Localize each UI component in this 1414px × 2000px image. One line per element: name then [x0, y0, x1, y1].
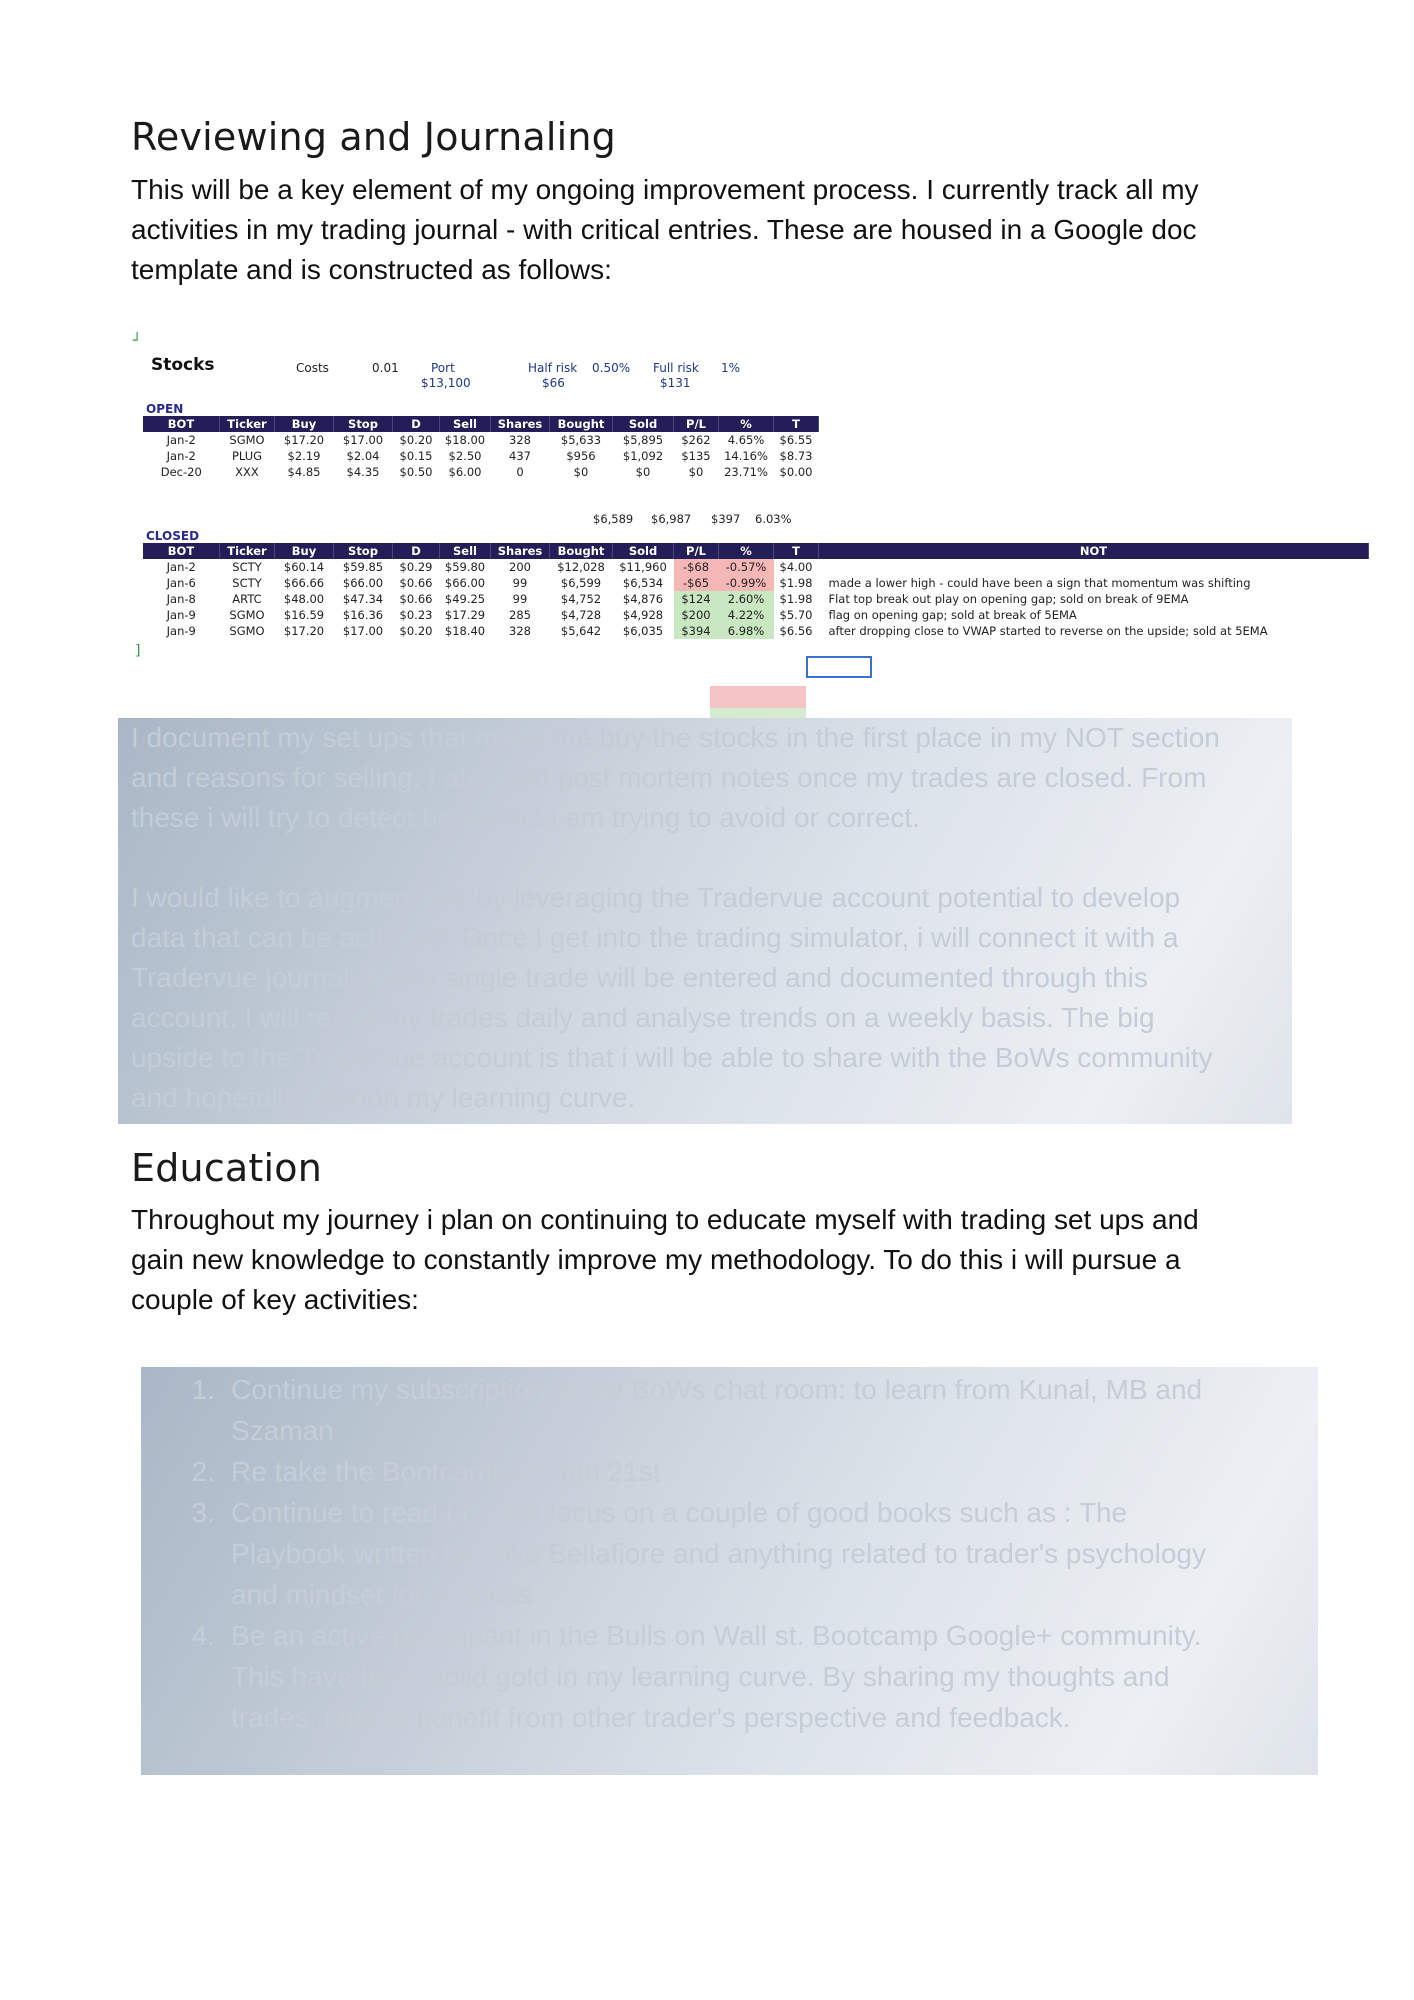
- cell: 328: [509, 624, 531, 638]
- cell: $0: [688, 465, 704, 479]
- col-sold: Sold: [613, 416, 674, 432]
- note-cell: Flat top break out play on opening gap; sold on break of 9EMA: [828, 592, 1189, 606]
- cell: $0.20: [399, 433, 433, 447]
- cell: Jan-2: [166, 560, 196, 574]
- green-bracket-icon: ]: [134, 643, 143, 659]
- text-line: gain new knowledge to constantly improve my methodology. To do this i will pursue a: [131, 1244, 1181, 1275]
- text-line: data that can be actioned. Once i get into the trading simulator, i will connect it with a: [131, 922, 1179, 953]
- list-number: 2.: [191, 1456, 215, 1487]
- list-item: [181, 1615, 1291, 1738]
- cell: $4,728: [560, 608, 602, 622]
- cell: SCTY: [232, 576, 262, 590]
- cell: 4.65%: [727, 433, 765, 447]
- cell: $0: [573, 465, 589, 479]
- text-line: Tradervue journal. Every single trade will be entered and documented through this: [131, 962, 1148, 993]
- port-value: $13,100: [421, 376, 471, 390]
- cell: 285: [509, 608, 531, 622]
- cell: $16.59: [283, 608, 325, 622]
- table-row: [143, 464, 819, 480]
- cell: $0.66: [399, 576, 433, 590]
- port-label: Port: [431, 361, 455, 375]
- text-line: activities in my trading journal - with critical entries. These are housed in a Google doc: [131, 214, 1197, 245]
- cell: 0: [516, 465, 524, 479]
- text-line: I would like to augment this by leveraging the Tradervue account potential to develop: [131, 882, 1181, 913]
- open-section-label: OPEN: [146, 402, 184, 416]
- faded-notes-block: [118, 718, 1292, 1124]
- cell: -$65: [674, 575, 719, 591]
- table-row: [143, 432, 819, 448]
- cell: $6,035: [622, 624, 664, 638]
- text-line: This have been solid gold in my learning curve. By sharing my thoughts and: [231, 1661, 1170, 1692]
- journaling-intro: [131, 170, 1291, 290]
- col-pct: %: [719, 543, 774, 559]
- cell: $2.04: [346, 449, 380, 463]
- col-bought: Bought: [550, 543, 613, 559]
- open-total-sold: $6,987: [651, 512, 692, 526]
- list-item: [181, 1492, 1291, 1615]
- text-line: template and is constructed as follows:: [131, 254, 612, 285]
- cell: $17.20: [283, 624, 325, 638]
- text-line: Be an active participant in the Bulls on Wall st. Bootcamp Google+ community.: [231, 1620, 1202, 1651]
- cell: $18.00: [444, 433, 486, 447]
- cell: SGMO: [229, 624, 265, 638]
- table-row: [143, 559, 1369, 575]
- cell: $5,895: [622, 433, 664, 447]
- col-stop: Stop: [334, 416, 393, 432]
- cell: Jan-2: [166, 433, 196, 447]
- text-line: Re take the Bootcamp on Jan 21st: [231, 1456, 661, 1487]
- text-line: Throughout my journey i plan on continuing to educate myself with trading set ups and: [131, 1204, 1199, 1235]
- note-cell: made a lower high - could have been a sign that momentum was shifting: [828, 576, 1251, 590]
- text-line: these i will try to detect behaviors i am trying to avoid or correct.: [131, 802, 920, 833]
- cell: $4,928: [622, 608, 664, 622]
- cell: 99: [512, 592, 528, 606]
- cell: $66.00: [342, 576, 384, 590]
- col-d: D: [393, 543, 440, 559]
- col-sell: Sell: [440, 416, 491, 432]
- cell: $5.70: [779, 608, 813, 622]
- text-line: trades, i get to benefit from other trader's perspective and feedback.: [231, 1702, 1071, 1733]
- cell: $0.23: [399, 608, 433, 622]
- col-t: T: [774, 543, 819, 559]
- cell: $4,752: [560, 592, 602, 606]
- faded-activities-block: [141, 1367, 1318, 1775]
- cell: $66.66: [283, 576, 325, 590]
- col-sold: Sold: [613, 543, 674, 559]
- cell: $17.20: [283, 433, 325, 447]
- cell: $17.00: [342, 433, 384, 447]
- text-line: and hopefully shorten my learning curve.: [131, 1082, 636, 1113]
- list-number: 4.: [191, 1620, 215, 1651]
- costs-value: 0.01: [372, 361, 399, 375]
- cell: $59.85: [342, 560, 384, 574]
- col-t: T: [774, 416, 819, 432]
- cell: 2.60%: [719, 591, 774, 607]
- full-risk-label: Full risk: [653, 361, 699, 375]
- full-risk-pct: 1%: [721, 361, 741, 375]
- open-total-pl: $397: [711, 512, 741, 526]
- cell: 14.16%: [724, 449, 768, 463]
- faded-paragraph-2: [131, 878, 1291, 1118]
- col-bought: Bought: [550, 416, 613, 432]
- list-item: [181, 1451, 1291, 1492]
- cell: $6.55: [779, 433, 813, 447]
- highlighted-cell: [710, 686, 806, 708]
- table-row: [143, 591, 1369, 607]
- cell: $16.36: [342, 608, 384, 622]
- open-trades-table: [143, 416, 819, 480]
- cell: 328: [509, 433, 531, 447]
- cell: SGMO: [229, 608, 265, 622]
- cell: 437: [509, 449, 531, 463]
- journaling-heading: Reviewing and Journaling: [131, 115, 616, 159]
- cell: $5,633: [560, 433, 602, 447]
- cell: $18.40: [444, 624, 486, 638]
- text-line: Szaman: [231, 1415, 334, 1446]
- col-d: D: [393, 416, 440, 432]
- open-total-pct: 6.03%: [755, 512, 792, 526]
- table-row: [143, 623, 1369, 639]
- faded-paragraph-1: [131, 718, 1291, 838]
- text-line: Continue my subscription to the BoWs chat room: to learn from Kunal, MB and: [231, 1374, 1203, 1405]
- closed-trades-table: [143, 543, 1369, 639]
- half-risk-label: Half risk: [528, 361, 578, 375]
- table-row: [143, 448, 819, 464]
- cell: PLUG: [231, 449, 263, 463]
- full-risk-value: $131: [660, 376, 691, 390]
- closed-section-label: CLOSED: [146, 529, 200, 543]
- cell: $49.25: [444, 592, 486, 606]
- col-bot: BOT: [143, 543, 220, 559]
- cell: $0.20: [399, 624, 433, 638]
- cell: $0.66: [399, 592, 433, 606]
- cell: $6,599: [560, 576, 602, 590]
- col-shares: Shares: [491, 543, 550, 559]
- cell: Jan-9: [166, 624, 196, 638]
- cell: $5,642: [560, 624, 602, 638]
- text-line: and reasons for selling. I also add post mortem notes once my trades are closed. From: [131, 762, 1207, 793]
- cell: $8.73: [779, 449, 813, 463]
- cell: $200: [674, 607, 719, 623]
- cell: -0.57%: [719, 559, 774, 575]
- cell: 23.71%: [724, 465, 768, 479]
- cell: 4.22%: [719, 607, 774, 623]
- cell: $48.00: [283, 592, 325, 606]
- cell: $11,960: [619, 560, 667, 574]
- cell: $12,028: [557, 560, 605, 574]
- list-number: 1.: [191, 1374, 215, 1405]
- cell: $66.00: [444, 576, 486, 590]
- green-bracket-icon: ┘: [133, 333, 142, 349]
- cell: $47.34: [342, 592, 384, 606]
- col-buy: Buy: [275, 416, 334, 432]
- cell: $2.50: [448, 449, 482, 463]
- cell: $0.29: [399, 560, 433, 574]
- text-line: couple of key activities:: [131, 1284, 419, 1315]
- cell: $1.98: [779, 592, 813, 606]
- cell: Jan-8: [166, 592, 196, 606]
- text-line: I document my set ups that made me buy the stocks in the first place in my NOT section: [131, 722, 1220, 753]
- trading-journal-spreadsheet: [131, 325, 1371, 710]
- cell: 6.98%: [719, 623, 774, 639]
- cell: $135: [681, 449, 711, 463]
- half-risk-pct: 0.50%: [592, 361, 631, 375]
- cell: Jan-9: [166, 608, 196, 622]
- half-risk-value: $66: [542, 376, 565, 390]
- list-item: [181, 1369, 1291, 1451]
- cell: $1,092: [622, 449, 664, 463]
- col-ticker: Ticker: [220, 416, 275, 432]
- table-row: [143, 607, 1369, 623]
- sheet-title: Stocks: [151, 355, 215, 375]
- cell: $394: [674, 623, 719, 639]
- cell: $6,534: [622, 576, 664, 590]
- text-line: This will be a key element of my ongoing improvement process. I currently track all my: [131, 174, 1199, 205]
- selected-cell-outline[interactable]: [806, 656, 872, 678]
- cell: $0.00: [779, 465, 813, 479]
- cell: $60.14: [283, 560, 325, 574]
- open-header-row: [143, 416, 819, 432]
- cell: $0.15: [399, 449, 433, 463]
- cell: SGMO: [229, 433, 265, 447]
- col-stop: Stop: [334, 543, 393, 559]
- col-ticker: Ticker: [220, 543, 275, 559]
- cell: $262: [681, 433, 711, 447]
- cell: XXX: [235, 465, 259, 479]
- cell: $1.98: [779, 576, 813, 590]
- cell: $4.35: [346, 465, 380, 479]
- cell: $4,876: [622, 592, 664, 606]
- cell: Jan-2: [166, 449, 196, 463]
- closed-header-row: [143, 543, 1369, 559]
- open-total-bought: $6,589: [593, 512, 634, 526]
- cell: $17.00: [342, 624, 384, 638]
- note-cell: flag on opening gap; sold at break of 5EMA: [828, 608, 1077, 622]
- cell: 200: [509, 560, 531, 574]
- costs-label: Costs: [296, 361, 329, 375]
- cell: $17.29: [444, 608, 486, 622]
- col-buy: Buy: [275, 543, 334, 559]
- text-line: and mindset for success: [231, 1579, 533, 1610]
- col-shares: Shares: [491, 416, 550, 432]
- cell: Jan-6: [166, 576, 196, 590]
- education-heading: Education: [131, 1146, 322, 1190]
- text-line: upside to the Tradervue account is that i will be able to share with the BoWs community: [131, 1042, 1213, 1073]
- col-sell: Sell: [440, 543, 491, 559]
- col-pl: P/L: [674, 543, 719, 559]
- cell: $4.00: [779, 560, 813, 574]
- cell: $59.80: [444, 560, 486, 574]
- cell: SCTY: [232, 560, 262, 574]
- cell: $0.50: [399, 465, 433, 479]
- text-line: account. I will recap my trades daily and analyse trends on a weekly basis. The big: [131, 1002, 1155, 1033]
- cell: ARTC: [232, 592, 262, 606]
- note-cell: [819, 559, 1369, 575]
- col-pct: %: [719, 416, 774, 432]
- activities-list: [181, 1369, 1291, 1738]
- education-intro: [131, 1200, 1291, 1320]
- cell: -0.99%: [719, 575, 774, 591]
- cell: $4.85: [287, 465, 321, 479]
- cell: $2.19: [287, 449, 321, 463]
- col-pl: P/L: [674, 416, 719, 432]
- note-cell: after dropping close to VWAP started to reverse on the upside; sold at 5EMA: [828, 624, 1268, 638]
- cell: $6.00: [448, 465, 482, 479]
- col-not: NOT: [819, 543, 1369, 559]
- text-line: Playbook written by Mike Bellafiore and anything related to trader's psychology: [231, 1538, 1206, 1569]
- cell: Dec-20: [160, 465, 202, 479]
- cell: -$68: [674, 559, 719, 575]
- cell: $124: [674, 591, 719, 607]
- cell: $956: [566, 449, 596, 463]
- cell: 99: [512, 576, 528, 590]
- list-number: 3.: [191, 1497, 215, 1528]
- table-row: [143, 575, 1369, 591]
- text-line: Continue to read up - but focus on a couple of good books such as : The: [231, 1497, 1128, 1528]
- cell: $6.56: [779, 624, 813, 638]
- cell: $0: [635, 465, 651, 479]
- col-bot: BOT: [143, 416, 220, 432]
